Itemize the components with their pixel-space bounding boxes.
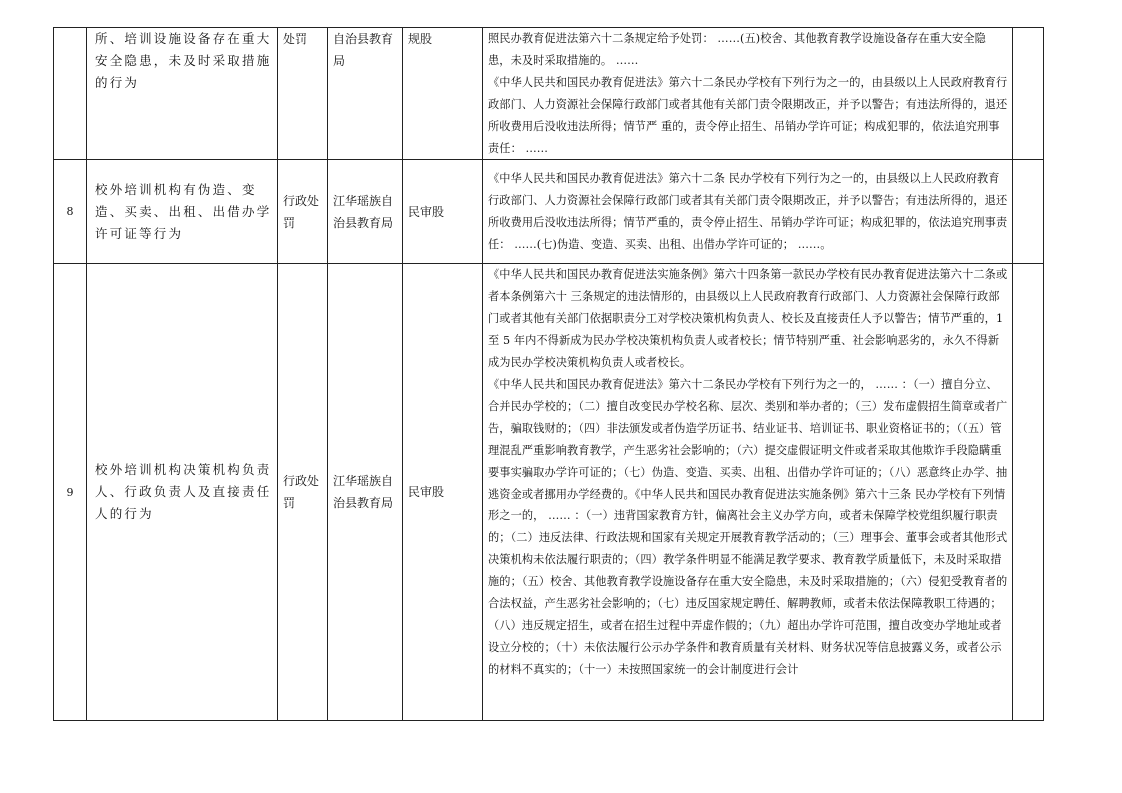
legal-basis: [483, 28, 1013, 160]
responsible-office: 民审股: [403, 160, 483, 264]
power-type: 处罚: [278, 28, 328, 160]
row-number: 8: [54, 160, 87, 264]
responsible-office: 民审股: [403, 264, 483, 721]
legal-basis-paragraph: 《中华人民共和国民办教育促进法》第六十二条 民办学校有下列行为之一的，由县级以上人民政府教育行政部门、人力资源社会保障行政部门或者其有关部门责令限期改正，并予以警告；有违法所得的，退还所收费用后没收违法所得；情节严重的，责令停止招生、吊销办学许可证；构成犯罪的，依法追究刑事责任： ……(七)伪造、变造、买卖、出租、出借办学许可证的； ……。: [488, 172, 1008, 251]
power-type: 行政处罚: [278, 160, 328, 264]
document-page: [53, 27, 1043, 721]
remarks: [1013, 264, 1044, 721]
legal-basis-paragraph: 《中华人民共和国民办教育促进法实施条例》第六十四条第一款民办学校有民办教育促进法第六十二条或者本条例第六十 三条规定的违法情形的，由县级以上人民政府教育行政部门、人力资源社会保障行政部门或者其他有关部门依据职责分工对学校决策机构负责人、校长及直接责任人予以警告；情节严重的，1 至 5 年内不得新成为民办学校决策机构负责人或者校长；情节特别严重、社会影响恶劣的，永久不得新成为民办学校决策机构负责人或者校长。: [488, 268, 1008, 370]
responsible-department: 江华瑶族自治县教育局: [328, 264, 403, 721]
item-name: 所、培训设施设备存在重大安全隐患，未及时采取措施的行为: [87, 28, 278, 160]
table-row: [54, 28, 1044, 160]
legal-basis: [483, 160, 1013, 264]
responsible-office: 规股: [403, 28, 483, 160]
table-row: [54, 160, 1044, 264]
enforcement-table: [53, 27, 1044, 721]
item-name: 校外培训机构决策机构负责人、行政负责人及直接责任人的行为: [87, 264, 278, 721]
power-type: 行政处罚: [278, 264, 328, 721]
remarks: [1013, 28, 1044, 160]
legal-basis-paragraph: 《中华人民共和国民办教育促进法》第六十二条民办学校有下列行为之一的， …… ：（一）擅自分立、合并民办学校的；（二）擅自改变民办学校名称、层次、类别和举办者的；（三）发布虚假招生简章或者广告，骗取钱财的；（四）非法颁发或者伪造学历证书、结业证书、培训证书、职业资格证书的；（（五）管理混乱严重影响教育教学，产生恶劣社会影响的；（六）提交虚假证明文件或者采取其他欺诈手段隐瞒重要事实骗取办学许可证的；（七）伪造、变造、买卖、出租、出借办学许可证的；（八）恶意终止办学、抽逃资金或者挪用办学经费的。《中华人民共和国民办教育促进法实施条例》第六十三条 民办学校有下列情形之一的， …… ：（一）违背国家教育方针，偏离社会主义办学方向，或者未保障学校党组织履行职责的；（二）违反法律、行政法规和国家有关规定开展教育教学活动的；（三）理事会、董事会或者其他形式决策机构未依法履行职责的；（四）教学条件明显不能满足教学要求、教育教学质量低下，未及时采取措施的；（五）校舍、其他教育教学设施设备存在重大安全隐患，未及时采取措施的；（六）侵犯受教育者的合法权益，产生恶劣社会影响的；（七）违反国家规定聘任、解聘教师，或者未依法保障教职工待遇的；（八）违反规定招生，或者在招生过程中弄虚作假的；（九）超出办学许可范围，擅自改变办学地址或者设立分校的；（十）未依法履行公示办学条件和教育质量有关材料、财务状况等信息披露义务，或者公示的材料不真实的；（十一）未按照国家统一的会计制度进行会计: [488, 377, 1008, 676]
responsible-department: 自治县教育局: [328, 28, 403, 160]
table-row: [54, 264, 1044, 721]
legal-basis: [483, 264, 1013, 721]
responsible-department: 江华瑶族自治县教育局: [328, 160, 403, 264]
item-name: 校外培训机构有伪造、变造、买卖、出租、出借办学许可证等行为: [87, 160, 278, 264]
row-number: 9: [54, 264, 87, 721]
legal-basis-paragraph: 照民办教育促进法第六十二条规定给予处罚： ……(五)校舍、其他教育教学设施设备存在重大安全隐患，未及时采取措施的。 ……: [488, 32, 986, 67]
remarks: [1013, 160, 1044, 264]
legal-basis-paragraph: 《中华人民共和国民办教育促进法》第六十二条民办学校有下列行为之一的，由县级以上人民政府教育行政部门、人力资源社会保障行政部门或者其他有关部门责令限期改正，并予以警告；有违法所得的，退还所收费用后没收违法所得；情节严 重的，责令停止招生、吊销办学许可证；构成犯罪的，依法追究刑事责任： ……: [488, 75, 1008, 155]
row-number: [54, 28, 87, 160]
